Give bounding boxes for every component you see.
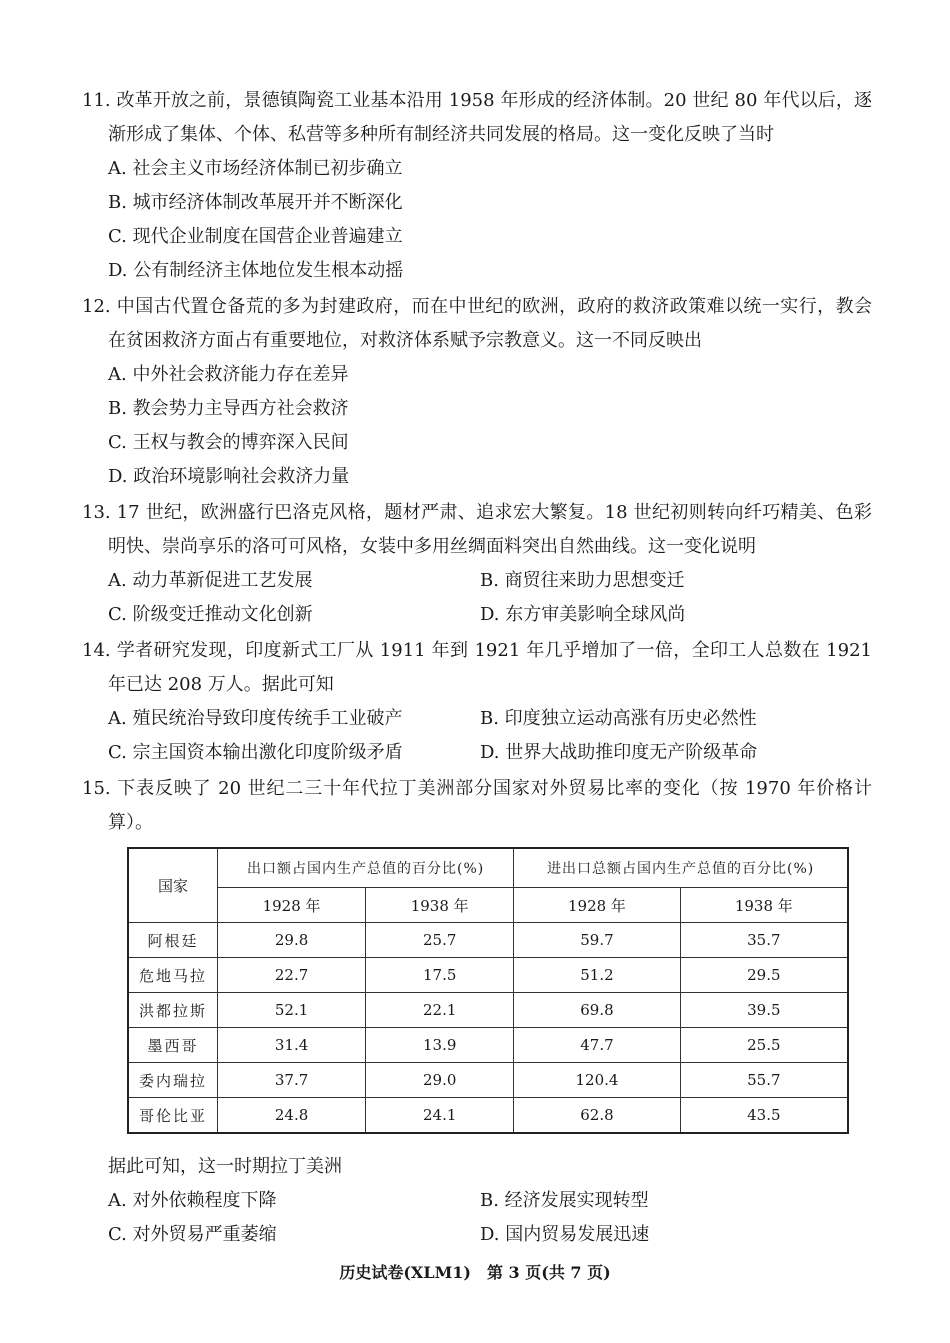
table-row [128, 1028, 848, 1063]
option-d: D. 公有制经济主体地位发生根本动摇 [108, 260, 404, 281]
option-a: A. 对外依赖程度下降 [108, 1190, 277, 1211]
value-cell: 29.5 [680, 958, 848, 993]
value-cell: 29.0 [366, 1063, 514, 1098]
option-a: A. 动力革新促进工艺发展 [108, 570, 313, 591]
option-b: B. 印度独立运动高涨有历史必然性 [480, 708, 757, 729]
option-row [82, 598, 872, 632]
value-cell: 43.5 [680, 1098, 848, 1134]
table-row [128, 923, 848, 958]
country-cell: 危地马拉 [128, 958, 218, 993]
country-cell: 哥伦比亚 [128, 1098, 218, 1134]
value-cell: 24.8 [218, 1098, 366, 1134]
question-prompt: 据此可知，这一时期拉丁美洲 [108, 1156, 342, 1177]
value-cell: 37.7 [218, 1063, 366, 1098]
value-cell: 52.1 [218, 993, 366, 1028]
option-c: C. 对外贸易严重萎缩 [108, 1224, 277, 1245]
page-footer: 历史试卷(XLM1) 第 3 页(共 7 页) [339, 1263, 611, 1282]
year-header: 1938 年 [680, 888, 848, 923]
option-c: C. 阶级变迁推动文化创新 [108, 604, 313, 625]
question-stem: 13. 17 世纪，欧洲盛行巴洛克风格，题材严肃、追求宏大繁复。18 世纪初则转向纤巧精美、色彩明快、崇尚享乐的洛可可风格，女装中多用丝绸面料突出自然曲线。这一变化说明 [82, 502, 872, 557]
option-c: C. 王权与教会的博弈深入民间 [108, 432, 349, 453]
value-cell: 24.1 [366, 1098, 514, 1134]
option-d: D. 东方审美影响全球风尚 [480, 604, 686, 625]
country-cell: 委内瑞拉 [128, 1063, 218, 1098]
question-14 [82, 634, 872, 770]
question-stem: 11. 改革开放之前，景德镇陶瓷工业基本沿用 1958 年形成的经济体制。20 世纪 80 年代以后，逐渐形成了集体、个体、私营等多种所有制经济共同发展的格局。这一变化反映了当时 [82, 90, 872, 145]
option-a: A. 社会主义市场经济体制已初步确立 [108, 158, 403, 179]
value-cell: 17.5 [366, 958, 514, 993]
value-cell: 69.8 [514, 993, 680, 1028]
option-b: B. 商贸往来助力思想变迁 [480, 570, 685, 591]
table-row [128, 1063, 848, 1098]
value-cell: 47.7 [514, 1028, 680, 1063]
table-year-row [128, 888, 848, 923]
option-a: A. 中外社会救济能力存在差异 [108, 364, 349, 385]
option-b: B. 教会势力主导西方社会救济 [108, 398, 349, 419]
option-row [82, 702, 872, 736]
value-cell: 51.2 [514, 958, 680, 993]
value-cell: 120.4 [514, 1063, 680, 1098]
question-stem: 12. 中国古代置仓备荒的多为封建政府，而在中世纪的欧洲，政府的救济政策难以统一实行，教会在贫困救济方面占有重要地位，对救济体系赋予宗教意义。这一不同反映出 [82, 296, 872, 351]
country-cell: 洪都拉斯 [128, 993, 218, 1028]
year-header: 1928 年 [514, 888, 680, 923]
value-cell: 25.5 [680, 1028, 848, 1063]
value-cell: 22.7 [218, 958, 366, 993]
option-row [82, 1218, 872, 1252]
value-cell: 29.8 [218, 923, 366, 958]
option-c: C. 宗主国资本输出激化印度阶级矛盾 [108, 742, 403, 763]
option-d: D. 国内贸易发展迅速 [480, 1224, 650, 1245]
table-row [128, 1098, 848, 1134]
table-row [128, 958, 848, 993]
value-cell: 55.7 [680, 1063, 848, 1098]
option-b: B. 城市经济体制改革展开并不断深化 [108, 192, 403, 213]
question-stem: 15. 下表反映了 20 世纪二三十年代拉丁美洲部分国家对外贸易比率的变化（按 1970 年价格计算）。 [82, 778, 872, 833]
trade-ratio-header: 进出口总额占国内生产总值的百分比(%) [514, 848, 848, 888]
value-cell: 22.1 [366, 993, 514, 1028]
option-c: C. 现代企业制度在国营企业普遍建立 [108, 226, 403, 247]
option-d: D. 政治环境影响社会救济力量 [108, 466, 350, 487]
country-header: 国家 [128, 848, 218, 923]
export-ratio-header: 出口额占国内生产总值的百分比(%) [218, 848, 514, 888]
value-cell: 39.5 [680, 993, 848, 1028]
option-a: A. 殖民统治导致印度传统手工业破产 [108, 708, 403, 729]
question-12 [82, 290, 872, 494]
value-cell: 25.7 [366, 923, 514, 958]
question-13 [82, 496, 872, 632]
option-row [82, 736, 872, 770]
table-header-row [128, 848, 848, 888]
value-cell: 59.7 [514, 923, 680, 958]
question-15 [82, 772, 872, 840]
option-row [82, 564, 872, 598]
question-stem: 14. 学者研究发现，印度新式工厂从 1911 年到 1921 年几乎增加了一倍，全印工人总数在 1921 年已达 208 万人。据此可知 [82, 640, 872, 695]
value-cell: 62.8 [514, 1098, 680, 1134]
option-b: B. 经济发展实现转型 [480, 1190, 649, 1211]
year-header: 1938 年 [366, 888, 514, 923]
value-cell: 35.7 [680, 923, 848, 958]
question-15-options [82, 1150, 872, 1252]
option-d: D. 世界大战助推印度无产阶级革命 [480, 742, 758, 763]
value-cell: 31.4 [218, 1028, 366, 1063]
question-11 [82, 84, 872, 288]
country-cell: 阿根廷 [128, 923, 218, 958]
option-row [82, 1184, 872, 1218]
table-row [128, 993, 848, 1028]
value-cell: 13.9 [366, 1028, 514, 1063]
year-header: 1928 年 [218, 888, 366, 923]
trade-ratio-table [127, 847, 849, 1134]
country-cell: 墨西哥 [128, 1028, 218, 1063]
